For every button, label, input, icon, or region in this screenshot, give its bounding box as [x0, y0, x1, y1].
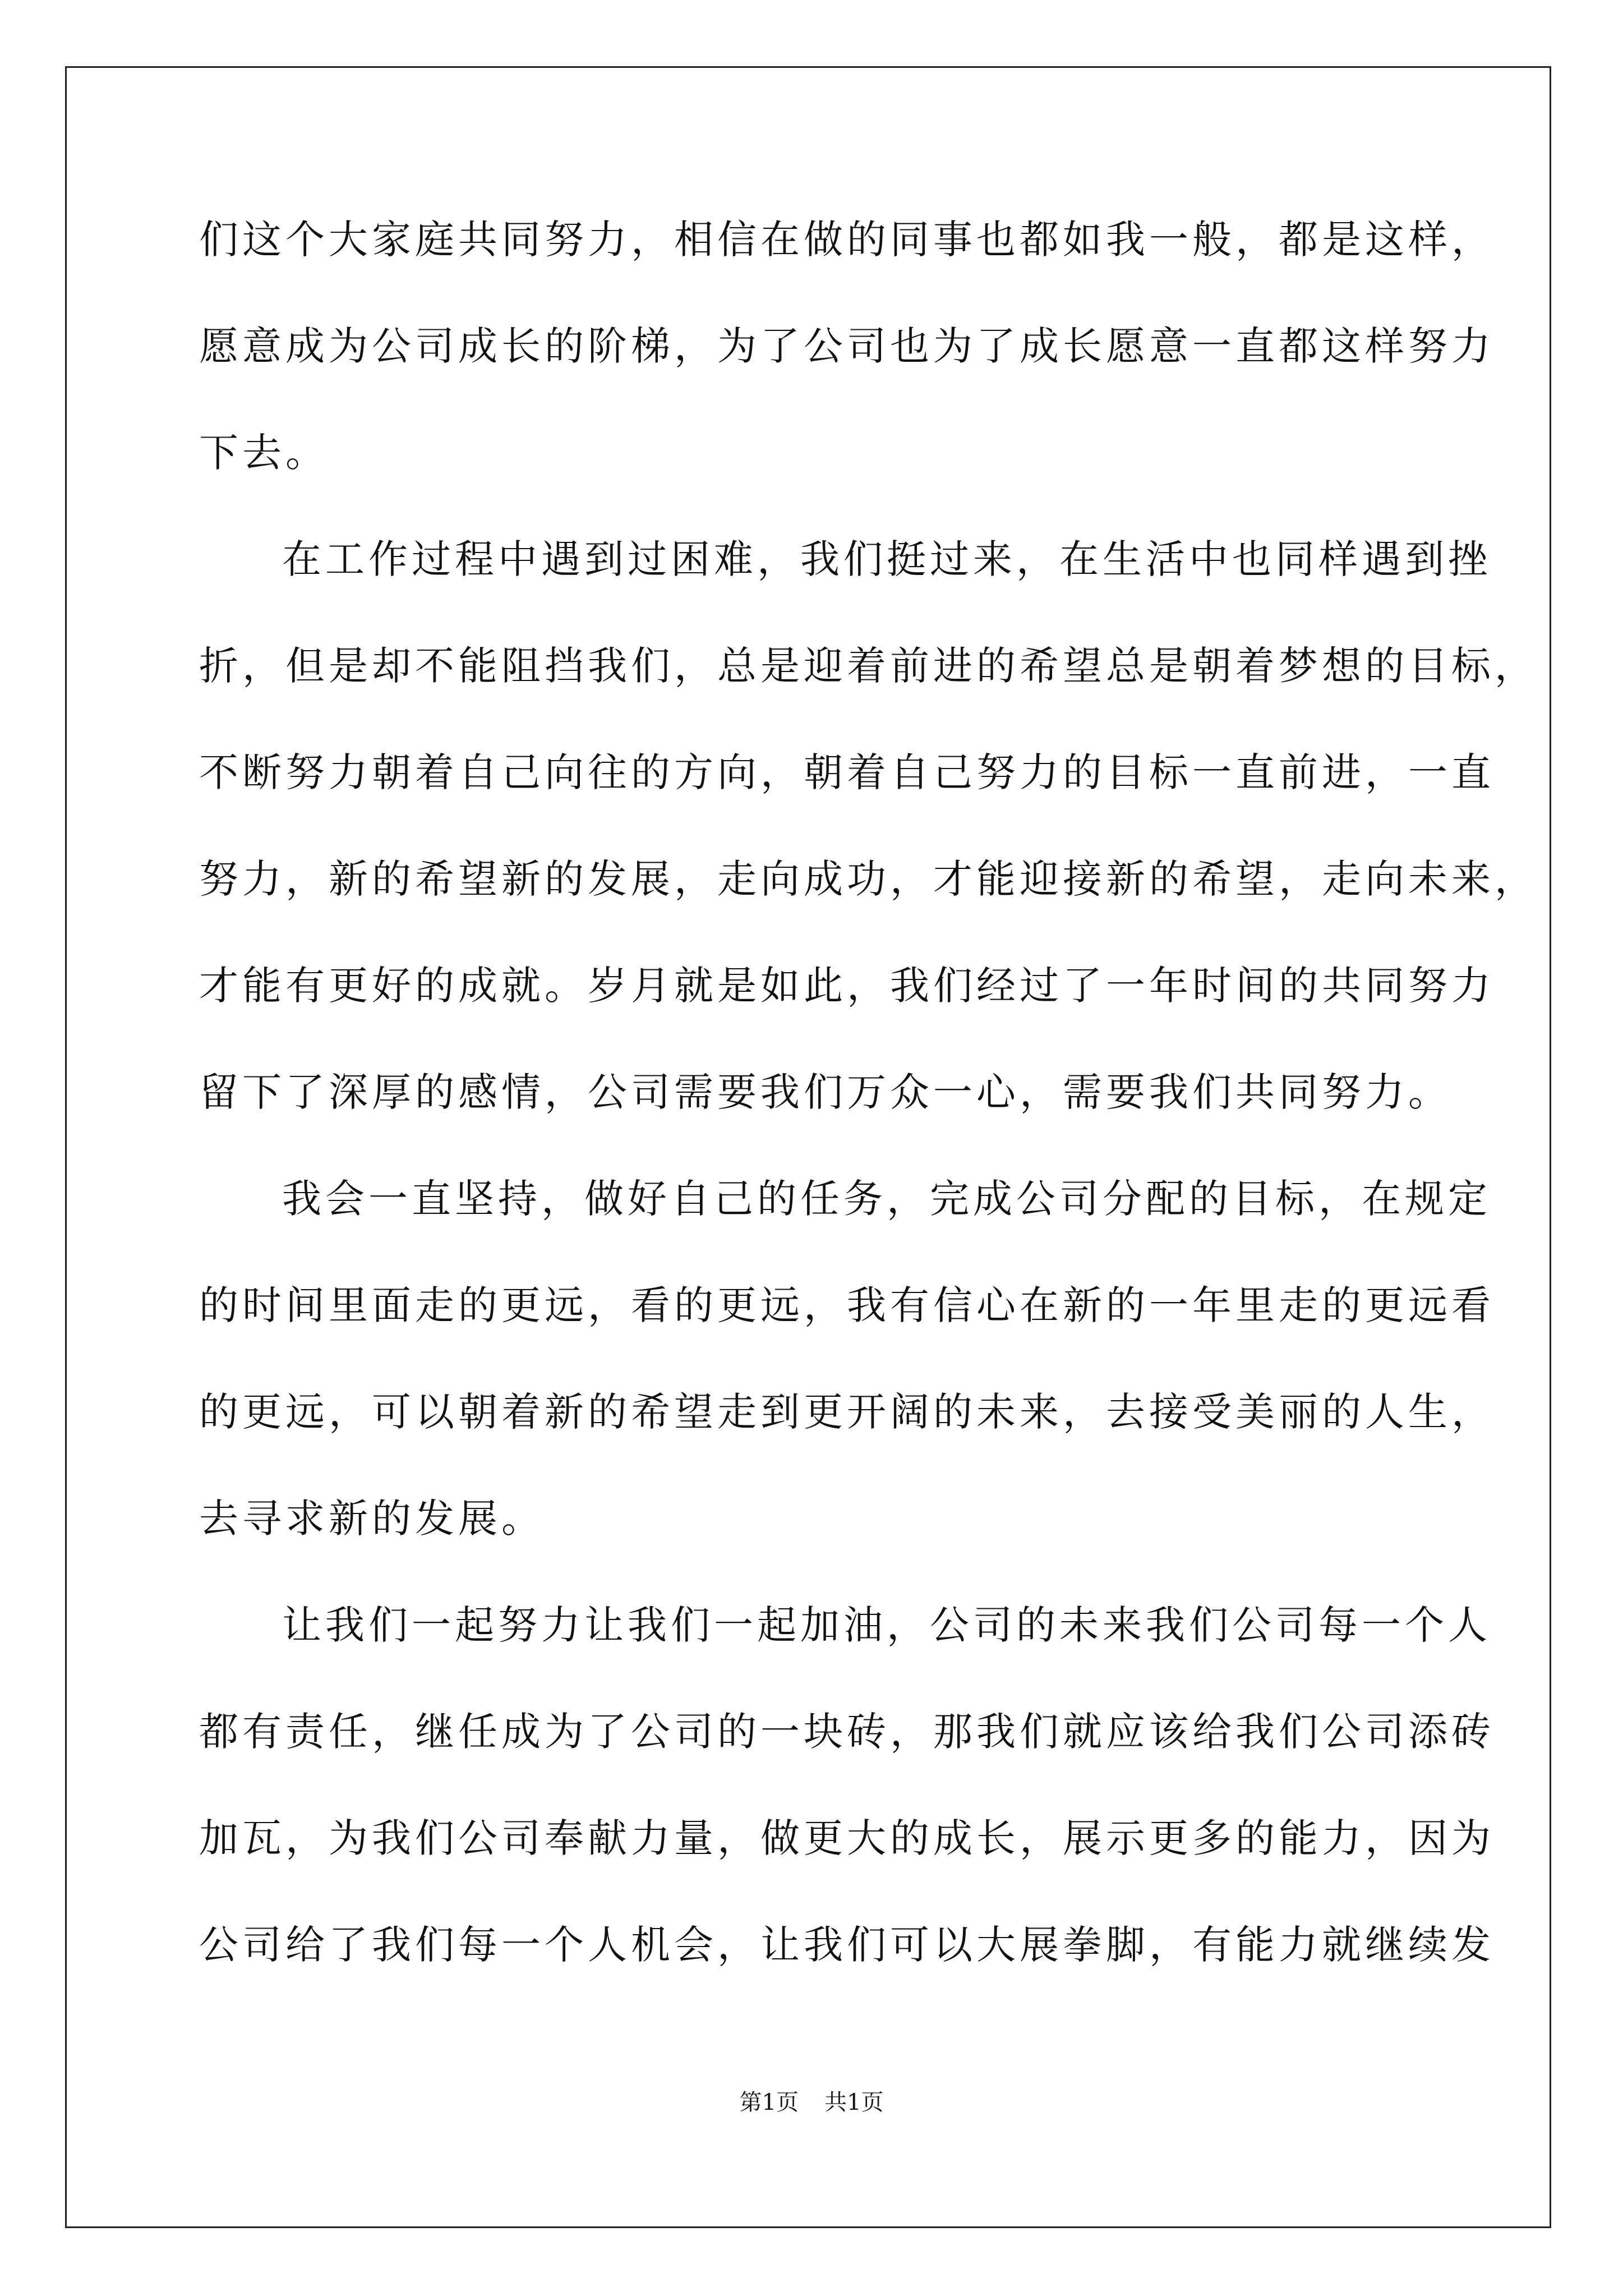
page-total: 共1页: [824, 2090, 884, 2115]
paragraph-first-line: 让我们一起努力让我们一起加油，公司的未来我们公司每一个人: [282, 1602, 1491, 1648]
text-line: 下去。: [199, 430, 329, 476]
text-line: 们这个大家庭共同努力，相信在做的同事也都如我一般，都是这样，: [199, 217, 1495, 263]
text-line: 的时间里面走的更远，看的更远，我有信心在新的一年里走的更远看: [199, 1282, 1495, 1328]
document-body: [199, 209, 1538, 2021]
text-line: 都有责任，继任成为了公司的一块砖，那我们就应该给我们公司添砖: [199, 1709, 1495, 1755]
text-line: 才能有更好的成就。岁月就是如此，我们经过了一年时间的共同努力: [199, 963, 1495, 1009]
paragraph-first-line: 在工作过程中遇到过困难，我们挺过来，在生活中也同样遇到挫: [282, 536, 1491, 582]
text-line: 留下了深厚的感情，公司需要我们万众一心，需要我们共同努力。: [199, 1069, 1451, 1115]
text-line: 的更远，可以朝着新的希望走到更开阔的未来，去接受美丽的人生，: [199, 1389, 1495, 1435]
text-line: 去寻求新的发展。: [199, 1496, 545, 1542]
text-line: 不断努力朝着自己向往的方向，朝着自己努力的目标一直前进，一直: [199, 749, 1495, 795]
text-line: 努力，新的希望新的发展，走向成功，才能迎接新的希望，走向未来，: [199, 856, 1538, 902]
paragraph-first-line: 我会一直坚持，做好自己的任务，完成公司分配的目标，在规定: [282, 1176, 1491, 1222]
text-line: 折，但是却不能阻挡我们，总是迎着前进的希望总是朝着梦想的目标，: [199, 643, 1538, 689]
text-line: 公司给了我们每一个人机会，让我们可以大展拳脚，有能力就继续发: [199, 1922, 1495, 1968]
page-footer: [0, 2087, 1623, 2118]
text-line: 加瓦，为我们公司奉献力量，做更大的成长，展示更多的能力，因为: [199, 1815, 1495, 1861]
text-line: 愿意成为公司成长的阶梯，为了公司也为了成长愿意一直都这样努力: [199, 323, 1495, 369]
page-number: 第1页: [739, 2090, 799, 2115]
